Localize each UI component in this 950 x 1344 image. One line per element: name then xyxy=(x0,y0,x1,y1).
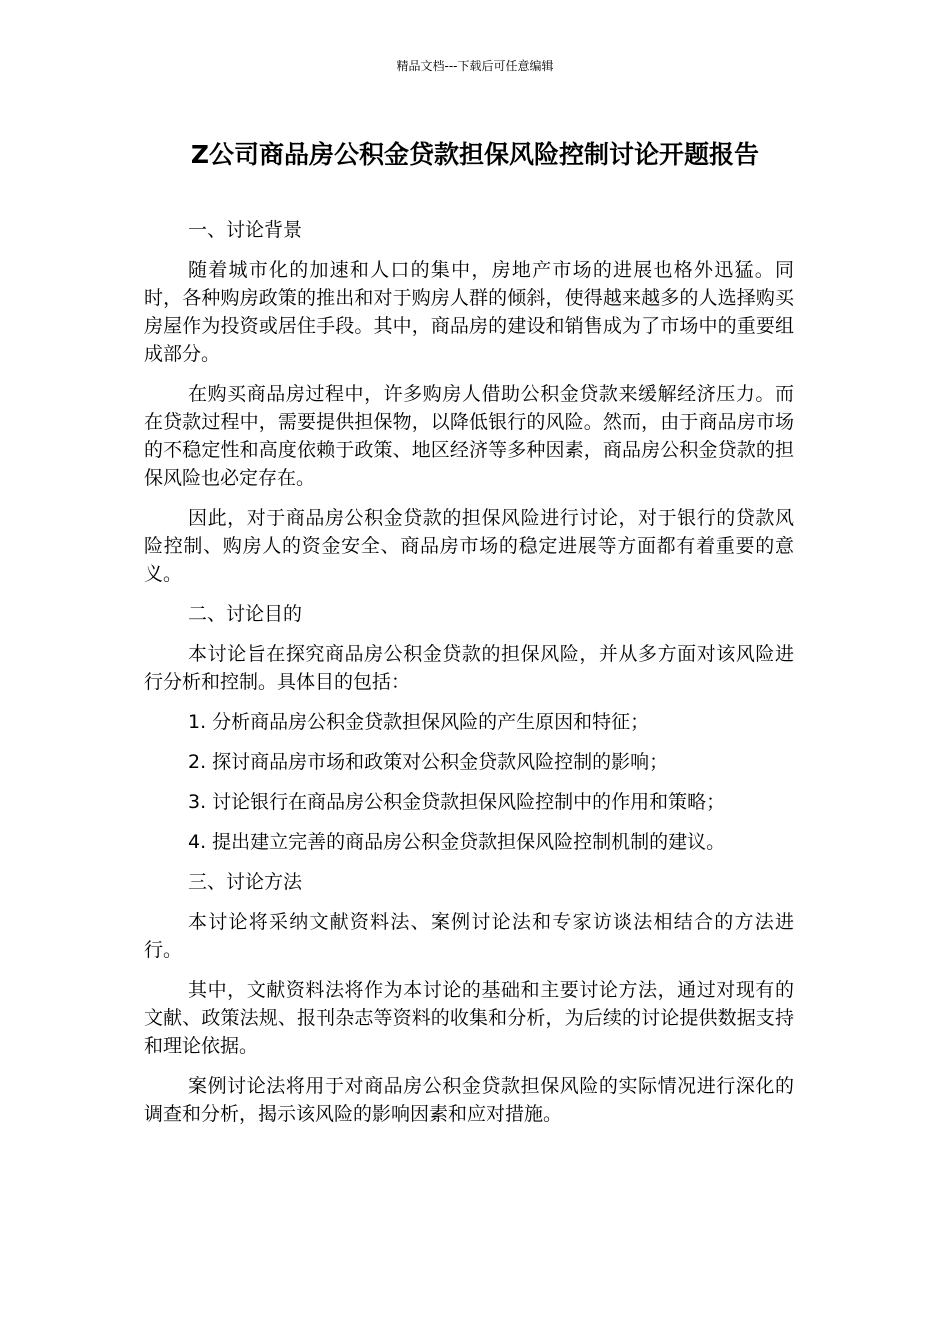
paragraph: 本讨论将采纳文献资料法、案例讨论法和专家访谈法相结合的方法进行。 xyxy=(144,911,794,961)
paragraph: 在购买商品房过程中，许多购房人借助公积金贷款来缓解经济压力。而在贷款过程中，需要提供担保物，以降低银行的风险。然而，由于商品房市场的不稳定性和高度依赖于政策、地区经济等多种因素，商品房公积金贷款的担保风险也必定存在。 xyxy=(144,383,794,489)
list-item: 4. 提出建立完善的商品房公积金贷款担保风险控制机制的建议。 xyxy=(188,831,726,853)
list-item: 3. 讨论银行在商品房公积金贷款担保风险控制中的作用和策略； xyxy=(188,791,726,813)
paragraph: 随着城市化的加速和人口的集中，房地产市场的进展也格外迅猛。同时，各种购房政策的推出和对于购房人群的倾斜，使得越来越多的人选择购买房屋作为投资或居住手段。其中，商品房的建设和销售成为了市场中的重要组成部分。 xyxy=(144,259,794,365)
header-note: 精品文档---下载后可任意编辑 xyxy=(396,59,554,73)
paragraph: 其中，文献资料法将作为本讨论的基础和主要讨论方法，通过对现有的文献、政策法规、报刊杂志等资料的收集和分析，为后续的讨论提供数据支持和理论依据。 xyxy=(144,979,794,1057)
list-item: 2. 探讨商品房市场和政策对公积金贷款风险控制的影响； xyxy=(188,751,669,773)
paragraph: 因此，对于商品房公积金贷款的担保风险进行讨论，对于银行的贷款风险控制、购房人的资金安全、商品房市场的稳定进展等方面都有着重要的意义。 xyxy=(144,507,794,585)
paragraph: 案例讨论法将用于对商品房公积金贷款担保风险的实际情况进行深化的调查和分析，揭示该风险的影响因素和应对措施。 xyxy=(144,1075,794,1125)
document-body xyxy=(144,216,794,1140)
section-heading-background: 一、讨论背景 xyxy=(188,219,303,241)
document-title: Z公司商品房公积金贷款担保风险控制讨论开题报告 xyxy=(190,140,760,169)
section-heading-method: 三、讨论方法 xyxy=(188,871,303,893)
section-heading-purpose: 二、讨论目的 xyxy=(188,603,303,625)
list-item: 1. 分析商品房公积金贷款担保风险的产生原因和特征； xyxy=(188,711,650,733)
paragraph: 本讨论旨在探究商品房公积金贷款的担保风险，并从多方面对该风险进行分析和控制。具体目的包括： xyxy=(144,643,794,693)
